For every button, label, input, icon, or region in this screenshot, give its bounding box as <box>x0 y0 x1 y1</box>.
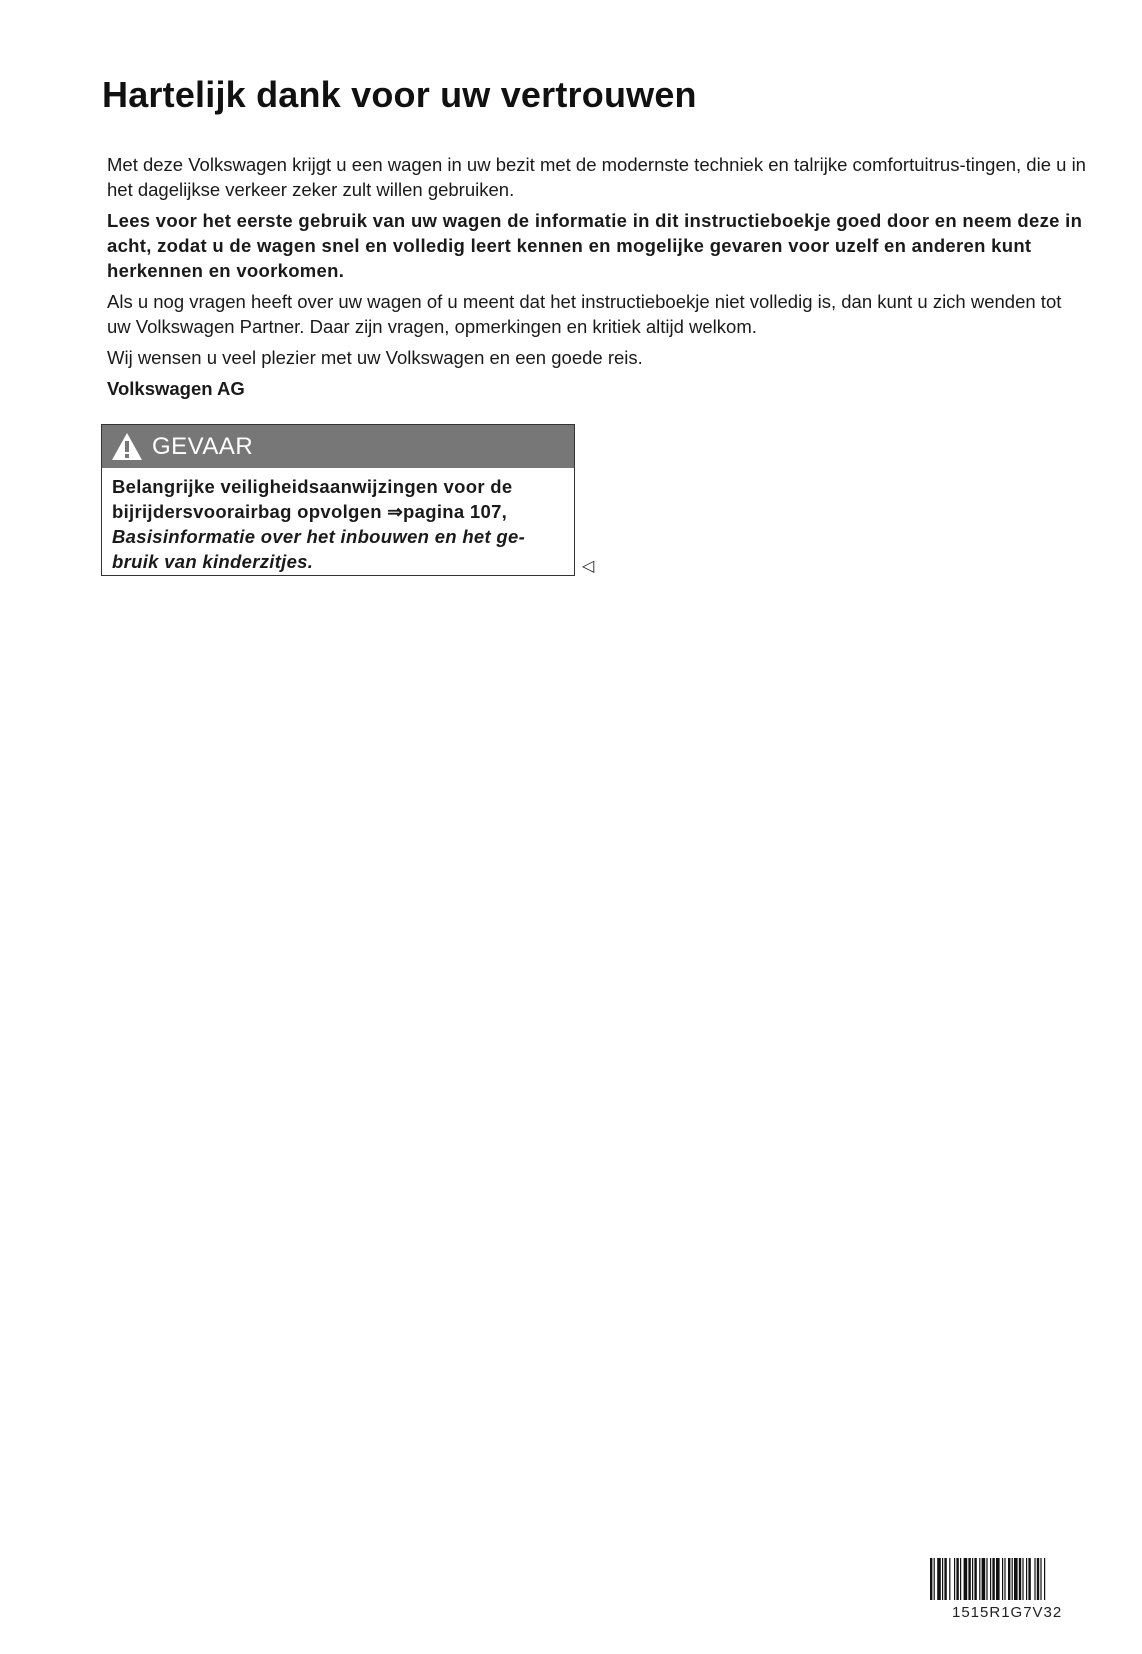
barcode-bar <box>979 1558 980 1600</box>
barcode-bar <box>934 1558 935 1600</box>
warning-header <box>102 425 574 468</box>
barcode-bar <box>1014 1558 1018 1600</box>
barcode-bar <box>986 1558 987 1600</box>
barcode-bar <box>1037 1558 1039 1600</box>
barcode-bar <box>944 1558 946 1600</box>
barcode <box>930 1558 1087 1600</box>
barcode-bar <box>982 1558 986 1600</box>
barcode-bar <box>1028 1558 1030 1600</box>
barcode-bar <box>1040 1558 1041 1600</box>
barcode-bar <box>972 1558 973 1600</box>
barcode-bar <box>1034 1558 1035 1600</box>
important-paragraph: Lees voor het eerste gebruik van uw wagen de informatie in dit instructieboekje goed door en neem deze in acht, zodat u de wagen snel en volledig leert kennen en mogelijke gevaren voor uzelf en anderen kunt herkennen en voorkomen. <box>107 210 1083 281</box>
warning-body <box>102 468 574 574</box>
barcode-bar <box>992 1558 994 1600</box>
barcode-bar <box>1022 1558 1023 1600</box>
barcode-bar <box>1026 1558 1027 1600</box>
barcode-bar <box>1044 1558 1045 1600</box>
barcode-bar <box>1012 1558 1013 1600</box>
danger-warning-box <box>101 424 575 576</box>
barcode-bar <box>960 1558 961 1600</box>
barcode-bar <box>1008 1558 1010 1600</box>
barcode-bar <box>954 1558 955 1600</box>
barcode-bar <box>964 1558 968 1600</box>
signature: Volkswagen AG <box>107 378 245 399</box>
warning-reference: Basisinformatie over het inbouwen en het ge-bruik van kinderzitjes. <box>112 526 526 572</box>
barcode-bar <box>956 1558 958 1600</box>
wishes-paragraph: Wij wensen u veel plezier met uw Volkswagen en een goede reis. <box>107 347 643 368</box>
barcode-bar <box>1002 1558 1003 1600</box>
intro-text-block <box>107 152 1087 407</box>
questions-paragraph: Als u nog vragen heeft over uw wagen of u meent dat het instructieboekje niet volledig is, dan kunt u zich wenden tot uw Volkswagen Partner. Daar zijn vragen, opmerkingen en kritiek altijd welkom. <box>107 291 1062 337</box>
barcode-bar <box>930 1558 932 1600</box>
barcode-bar <box>968 1558 970 1600</box>
barcode-bar <box>942 1558 943 1600</box>
barcode-bar <box>937 1558 941 1600</box>
barcode-bar <box>1019 1558 1021 1600</box>
barcode-number: 1515R1G7V32 <box>952 1604 1063 1621</box>
barcode-bar <box>1004 1558 1005 1600</box>
intro-paragraph: Met deze Volkswagen krijgt u een wagen in uw bezit met de modernste techniek en talrijke comfortuitrus-tingen, die u in het dagelijkse verkeer zeker zult willen gebruiken. <box>107 154 1086 200</box>
barcode-bar <box>990 1558 991 1600</box>
section-end-icon: ◁ <box>582 558 595 575</box>
barcode-bar <box>974 1558 976 1600</box>
barcode-bar <box>996 1558 1000 1600</box>
barcode-bar <box>949 1558 950 1600</box>
page-title: Hartelijk dank voor uw vertrouwen <box>102 74 697 115</box>
warning-triangle-icon <box>110 431 144 463</box>
warning-label: GEVAAR <box>152 432 254 460</box>
warning-text: Belangrijke veiligheidsaanwijzingen voor de bijrijdersvoorairbag opvolgen ⇒pagina 107, <box>112 476 513 522</box>
